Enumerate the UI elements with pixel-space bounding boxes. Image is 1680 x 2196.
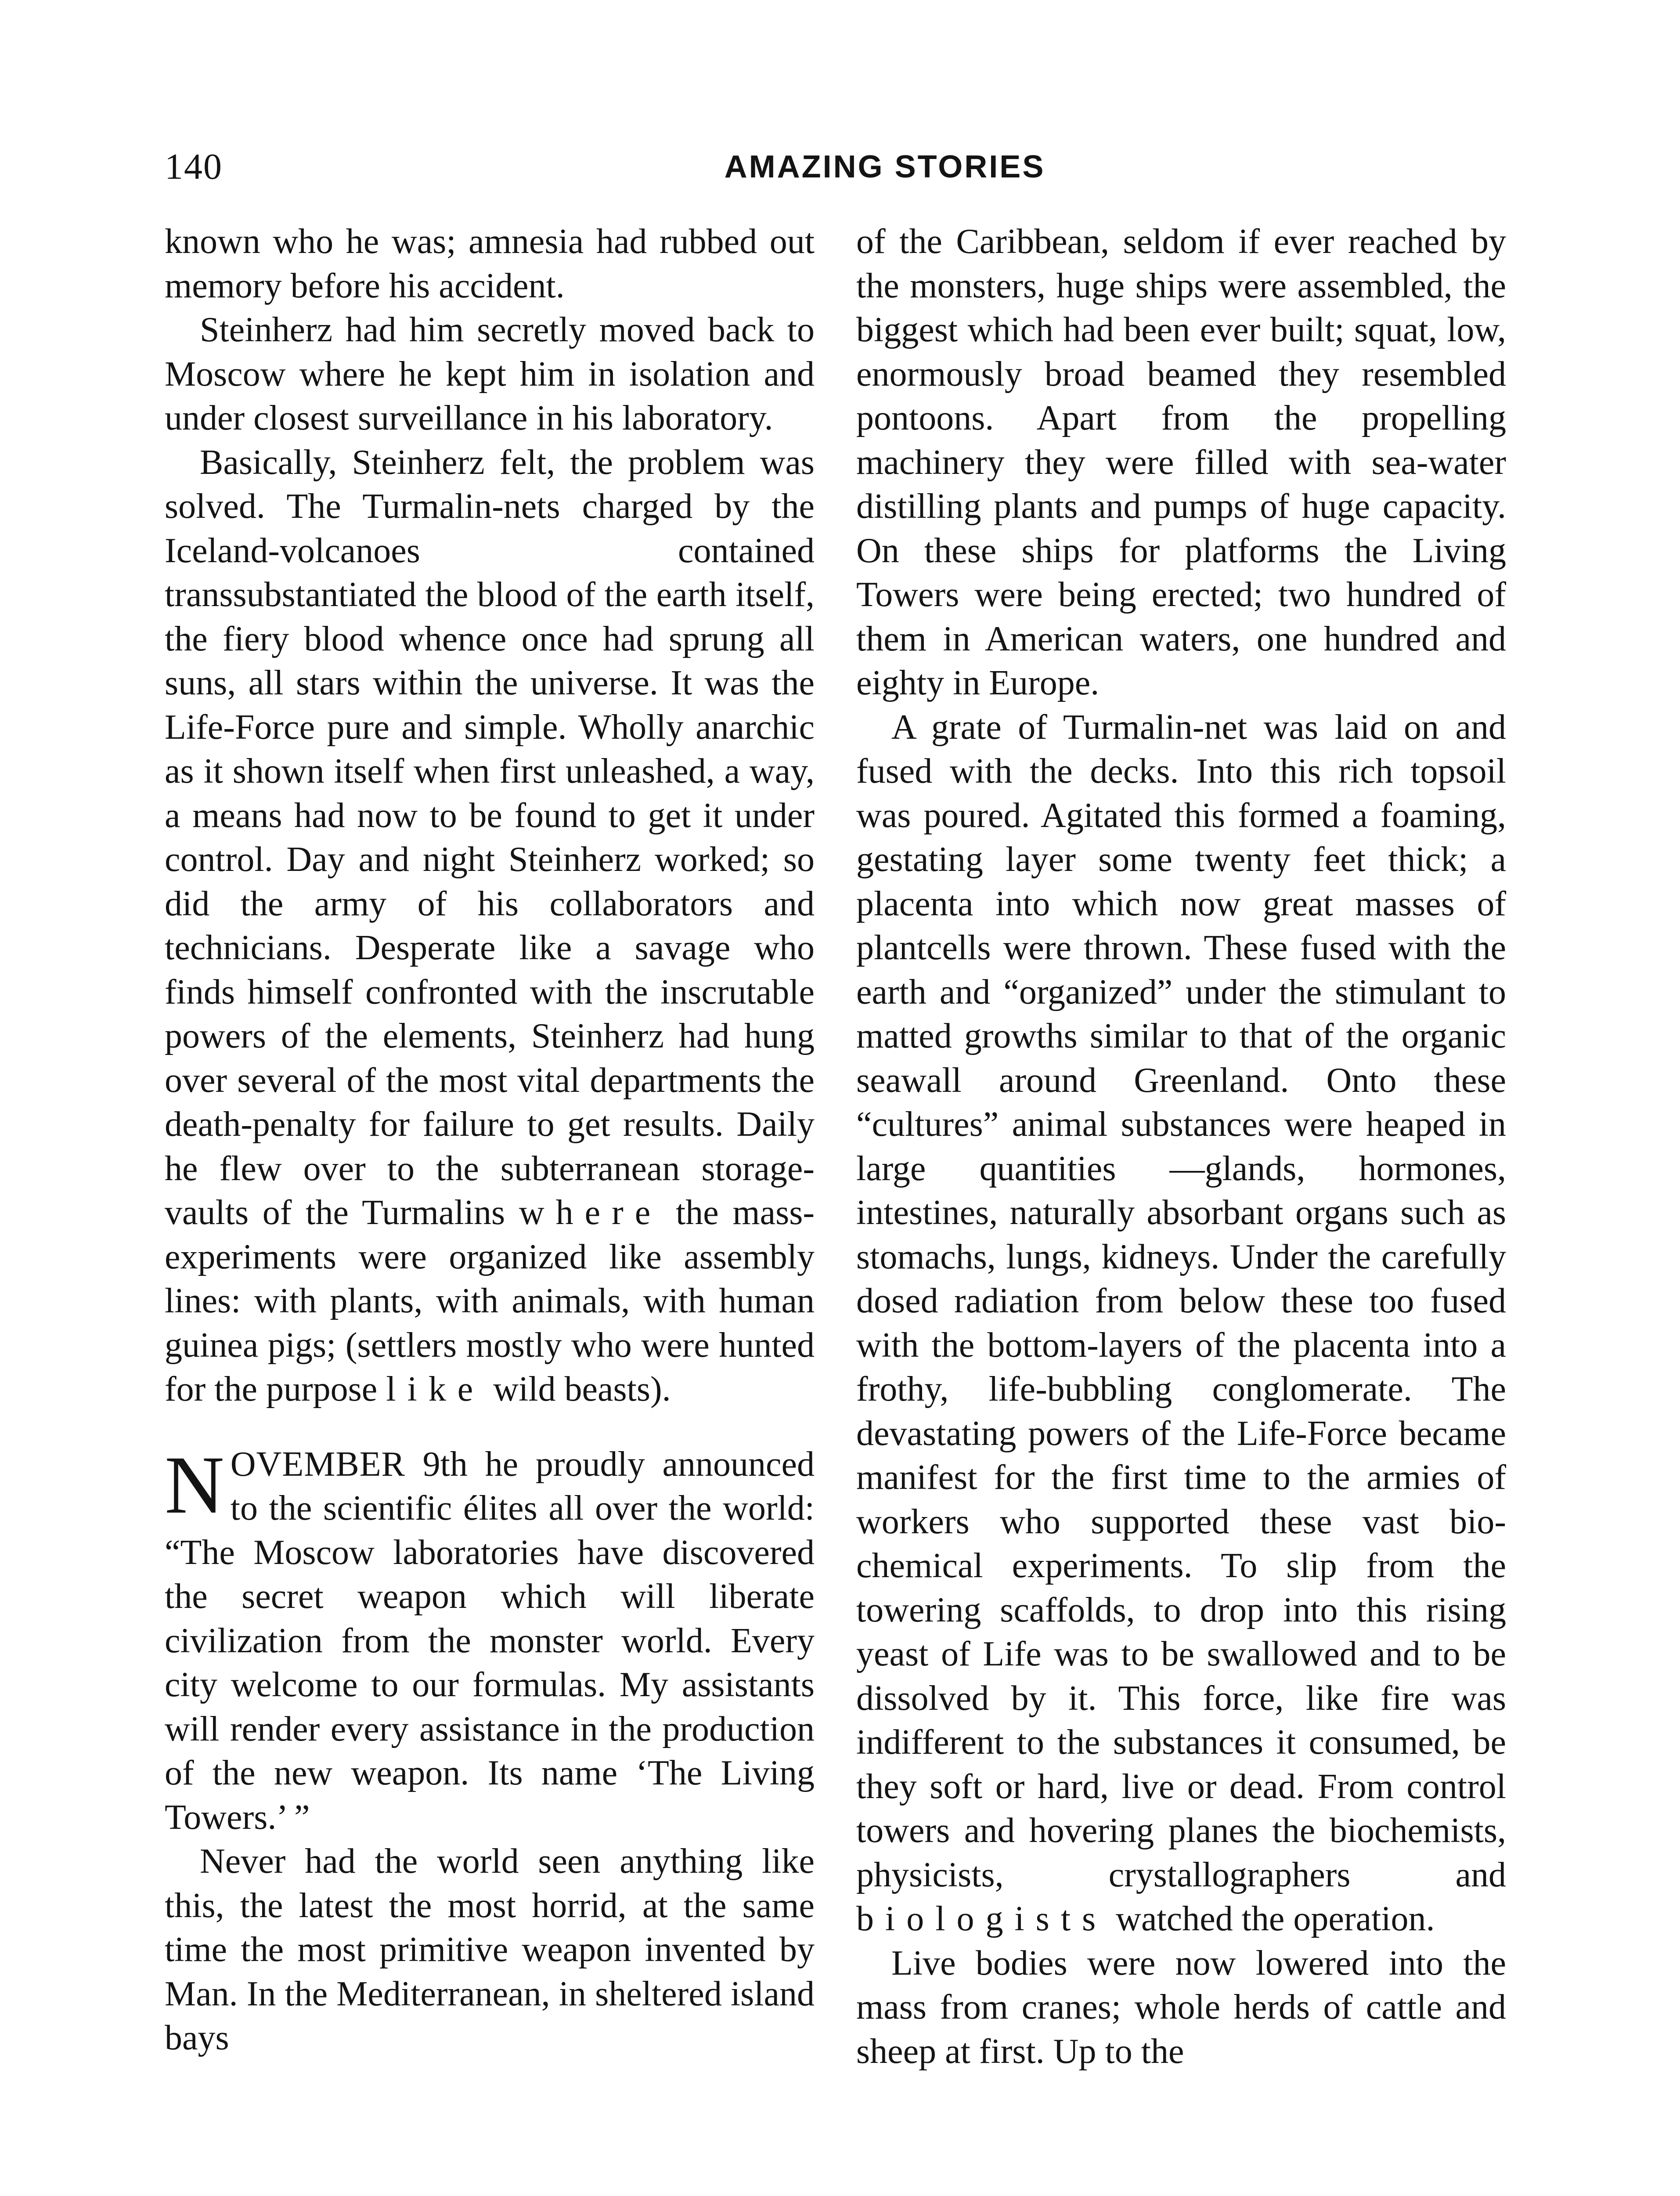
paragraph-turmalin-grate-text: A grate of Turmalin-net was laid on and fused with the decks. Into this rich topsoil was poured. Agitated this formed a foaming, gestating layer some twenty feet thick; a placenta into which now great masses of plantcells were thrown. These fused with the earth and “organized” under the stimulant to matted growths similar to that of the organic seawall around Greenland. Onto these “cultures” animal substances were heaped in large quantities —glands, hormones, intestines, naturally absorbant organs such as stomachs, lungs, kidneys. Under the carefully dosed radiation from below these too fused with the bottom-layers of the placenta into a frothy, life-bubbling conglomerate. The devastating powers of the Life-Force became manifest for the first time to the armies of workers who supported these vast bio-chemical experiments. To slip from the towering scaffolds, to drop into this rising yeast of Life was to be swallowed and to be dissolved by it. This force, like fire was indifferent to the substances it consumed, be they soft or hard, live or dead. From control towers and hovering planes the biochemists, physicists, crystallographers and (856, 708, 1506, 1894)
paragraph-november-text: 9th he proudly announced to the scientific élites all over the world: “The Moscow laboratories have discovered the secret weapon which will liberate civilization from the monster world. Every city welcome to our formulas. My assistants will render every assistance in the production of the new weapon. Its name ‘The Living Towers.’ ” (165, 1445, 815, 1837)
page-number: 140 (165, 146, 223, 187)
right-column (856, 220, 1506, 2073)
paragraph-turmalin-grate (856, 705, 1506, 1941)
paragraph-live-bodies: Live bodies were now lowered into the mass from cranes; whole herds of cattle and sheep at first. Up to the (856, 1943, 1506, 2071)
paragraph-life-force-mid: the mass-experiments were organized like assembly lines: with plants, with animals, with human guinea pigs; (settlers mostly who were hunted for the purpose (165, 1193, 815, 1409)
paragraph-steinherz-moscow: Steinherz had him secretly moved back to Moscow where he kept him in isolation and under closest surveillance in his laboratory. (165, 311, 815, 437)
left-column (165, 220, 815, 2060)
paragraph-turmalin-grate-end: watched the operation. (1116, 1900, 1435, 1938)
paragraph-never-had: Never had the world seen anything like this, the latest the most horrid, at the same time the most primitive weapon invented by Man. In the Mediterranean, in sheltered island bays (165, 1842, 815, 2057)
spaced-word-where: where (519, 1193, 662, 1232)
running-head: AMAZING STORIES (724, 149, 1045, 184)
drop-cap: N (165, 1438, 224, 1531)
page-header (165, 143, 1521, 191)
spaced-word-biologists: biologists (856, 1900, 1107, 1938)
section-break (165, 1412, 815, 1442)
paragraph-continued: known who he was; amnesia had rubbed out memory before his accident. (165, 222, 815, 305)
paragraph-november (165, 1438, 815, 1840)
paragraph-caribbean: of the Caribbean, seldom if ever reached by the monsters, huge ships were assembled, the biggest which had been ever built; squat, low, enormously broad beamed they resembled pontoons. Apart from the propelling machinery they were filled with sea-water distilling plants and pumps of huge capacity. On these ships for platforms the Living Towers were being erected; two hundred of them in American waters, one hundred and eighty in Europe. (856, 222, 1506, 702)
paragraph-life-force-text: Basically, Steinherz felt, the problem was solved. The Turmalin-nets charged by the Iceland-volcanoes contained transsubstantiated the blood of the earth itself, the fiery blood whence once had sprung all suns, all stars within the universe. It was the Life-Force pure and simple. Wholly anarchic as it shown itself when first unleashed, a way, a means had now to be found to get it under control. Day and night Steinherz worked; so did the army of his collaborators and technicians. Desperate like a savage who finds himself confronted with the inscrutable powers of the elements, Steinherz had hung over several of the most vital departments the death-penalty for failure to get results. Daily he flew over to the subterranean storage-vaults of the Turmalins (165, 443, 815, 1232)
spaced-word-like: like (386, 1370, 485, 1409)
lead-word: OVEMBER (230, 1445, 405, 1484)
paragraph-life-force-end: wild beasts). (493, 1370, 671, 1409)
paragraph-life-force (165, 441, 815, 1412)
